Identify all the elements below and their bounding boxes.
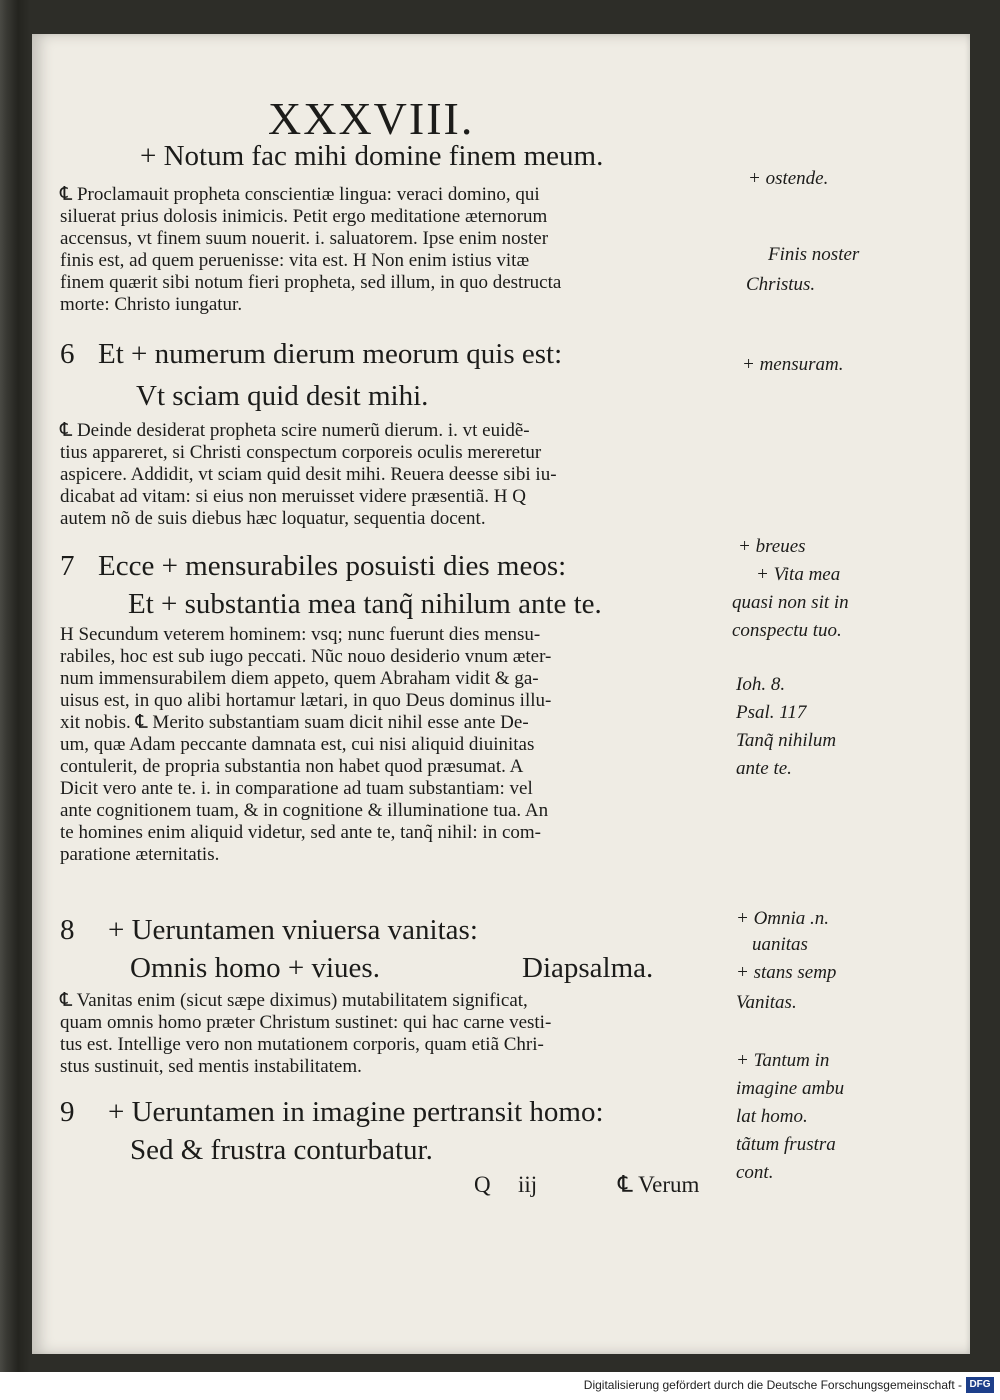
book-page xyxy=(32,34,970,1354)
commentary-line: siluerat prius dolosis inimicis. Petit ergo meditatione æternorum xyxy=(60,206,548,227)
verse-line: Ecce + mensurabiles posuisti dies meos: xyxy=(98,550,567,582)
margin-note: + Tantum in xyxy=(736,1050,830,1071)
margin-note: + Omnia .n. xyxy=(736,908,830,929)
commentary-line: ante cognitionem tuam, & in cognitione & illuminatione tua. An xyxy=(60,800,549,821)
margin-note: uanitas xyxy=(752,934,808,955)
verse-number: 8 xyxy=(60,914,75,946)
commentary-line: ℄ Vanitas enim (sicut sæpe diximus) mutabilitatem significat, xyxy=(60,990,528,1011)
margin-note: + stans semp xyxy=(736,962,837,983)
footer-bar xyxy=(0,1372,1000,1400)
footer-credit: Digitalisierung gefördert durch die Deutsche Forschungsgemeinschaft - xyxy=(583,1378,962,1392)
margin-note: Vanitas. xyxy=(736,992,797,1013)
verse-line: + Ueruntamen in imagine pertransit homo: xyxy=(108,1096,604,1128)
commentary-line: Dicit vero ante te. i. in comparatione ad tuam substantiam: vel xyxy=(60,778,533,799)
commentary-line: stus sustinuit, sed mentis instabilitatem. xyxy=(60,1056,362,1077)
verse-number: 9 xyxy=(60,1096,75,1128)
page-title: XXXVIII. xyxy=(268,93,475,144)
commentary-line: contulerit, de propria substantia non habet quod præsumat. A xyxy=(60,756,524,777)
margin-note: + Vita mea xyxy=(756,564,841,585)
commentary-line: um, quæ Adam peccante damnata est, cui nisi aliquid diuinitas xyxy=(60,734,535,755)
margin-note: Ioh. 8. xyxy=(736,674,786,695)
margin-note: Tanq̃ nihilum xyxy=(736,730,837,751)
margin-note: lat homo. xyxy=(736,1106,808,1127)
margin-note: quasi non sit in xyxy=(732,592,849,613)
verse-line: + Notum fac mihi domine finem meum. xyxy=(140,140,604,172)
verse-line-diapsalma: Diapsalma. xyxy=(522,952,654,984)
verse-line: Vt sciam quid desit mihi. xyxy=(136,380,429,412)
verse-line: Et + numerum dierum meorum quis est: xyxy=(98,338,563,370)
margin-note: + breues xyxy=(738,536,806,557)
margin-note: Psal. 117 xyxy=(736,702,807,723)
dfg-logo-icon[interactable]: DFG xyxy=(966,1377,994,1393)
catchword: ℄ Verum xyxy=(618,1172,700,1197)
margin-note: tãtum frustra xyxy=(736,1134,836,1155)
verse-number: 7 xyxy=(60,550,75,582)
commentary-line: ℄ Proclamauit propheta conscientiæ lingua: veraci domino, qui xyxy=(60,184,540,205)
margin-note: ante te. xyxy=(736,758,792,779)
commentary-line: autem nõ de suis diebus hæc loquatur, sequentia docent. xyxy=(60,508,486,529)
verse-number: 6 xyxy=(60,338,75,370)
margin-note: cont. xyxy=(736,1162,774,1183)
signature-numeral: iij xyxy=(518,1172,538,1197)
commentary-line: rabiles, hoc est sub iugo peccati. Nũc nouo desiderio vnum æter- xyxy=(60,646,552,667)
commentary-line: finem quærit sibi notum fieri propheta, sed illum, in quo destructa xyxy=(60,272,562,293)
commentary-line: aspicere. Addidit, vt sciam quid desit mihi. Reuera deesse sibi iu- xyxy=(60,464,557,485)
verse-line: Omnis homo + viues. xyxy=(130,952,380,984)
commentary-line: H Secundum veterem hominem: vsq; nunc fuerunt dies mensu- xyxy=(60,624,541,645)
commentary-line: quam omnis homo præter Christum sustinet: qui hac carne vesti- xyxy=(60,1012,552,1033)
commentary-line: accensus, vt finem suum nouerit. i. saluatorem. Ipse enim noster xyxy=(60,228,549,249)
signature-mark: Q xyxy=(474,1172,491,1197)
commentary-line: morte: Christo iungatur. xyxy=(60,294,243,315)
margin-note: + ostende. xyxy=(748,168,829,189)
verse-line: Sed & frustra conturbatur. xyxy=(130,1134,433,1166)
margin-note: + mensuram. xyxy=(742,354,844,375)
margin-note: Christus. xyxy=(746,274,816,295)
commentary-line: finis est, ad quem peruenisse: vita est. H Non enim istius vitæ xyxy=(60,250,530,271)
margin-note: Finis noster xyxy=(768,244,860,265)
commentary-line: te homines enim aliquid videtur, sed ante te, tanq̃ nihil: in com- xyxy=(60,822,541,843)
commentary-line: uisus est, in quo alibi hortamur lætari, in quo Deus dominus illu- xyxy=(60,690,552,711)
verse-line: + Ueruntamen vniuersa vanitas: xyxy=(108,914,478,946)
commentary-line: paratione æternitatis. xyxy=(60,844,220,865)
commentary-line: xit nobis. ℄ Merito substantiam suam dicit nihil esse ante De- xyxy=(60,712,529,733)
commentary-line: dicabat ad vitam: si eius non meruisset videre præsentiã. H Q xyxy=(60,486,526,507)
margin-note: imagine ambu xyxy=(736,1078,845,1099)
commentary-line: tus est. Intellige vero non mutationem corporis, quam etiã Chri- xyxy=(60,1034,544,1055)
commentary-line: num immensurabilem diem appeto, quem Abraham vidit & ga- xyxy=(60,668,539,689)
margin-note: conspectu tuo. xyxy=(732,620,842,641)
commentary-line: tius appareret, si Christi conspectum corporeis oculis mereretur xyxy=(60,442,542,463)
commentary-line: ℄ Deinde desiderat propheta scire numerũ dierum. i. vt euidẽ- xyxy=(60,420,530,441)
verse-line: Et + substantia mea tanq̃ nihilum ante te. xyxy=(128,588,602,620)
